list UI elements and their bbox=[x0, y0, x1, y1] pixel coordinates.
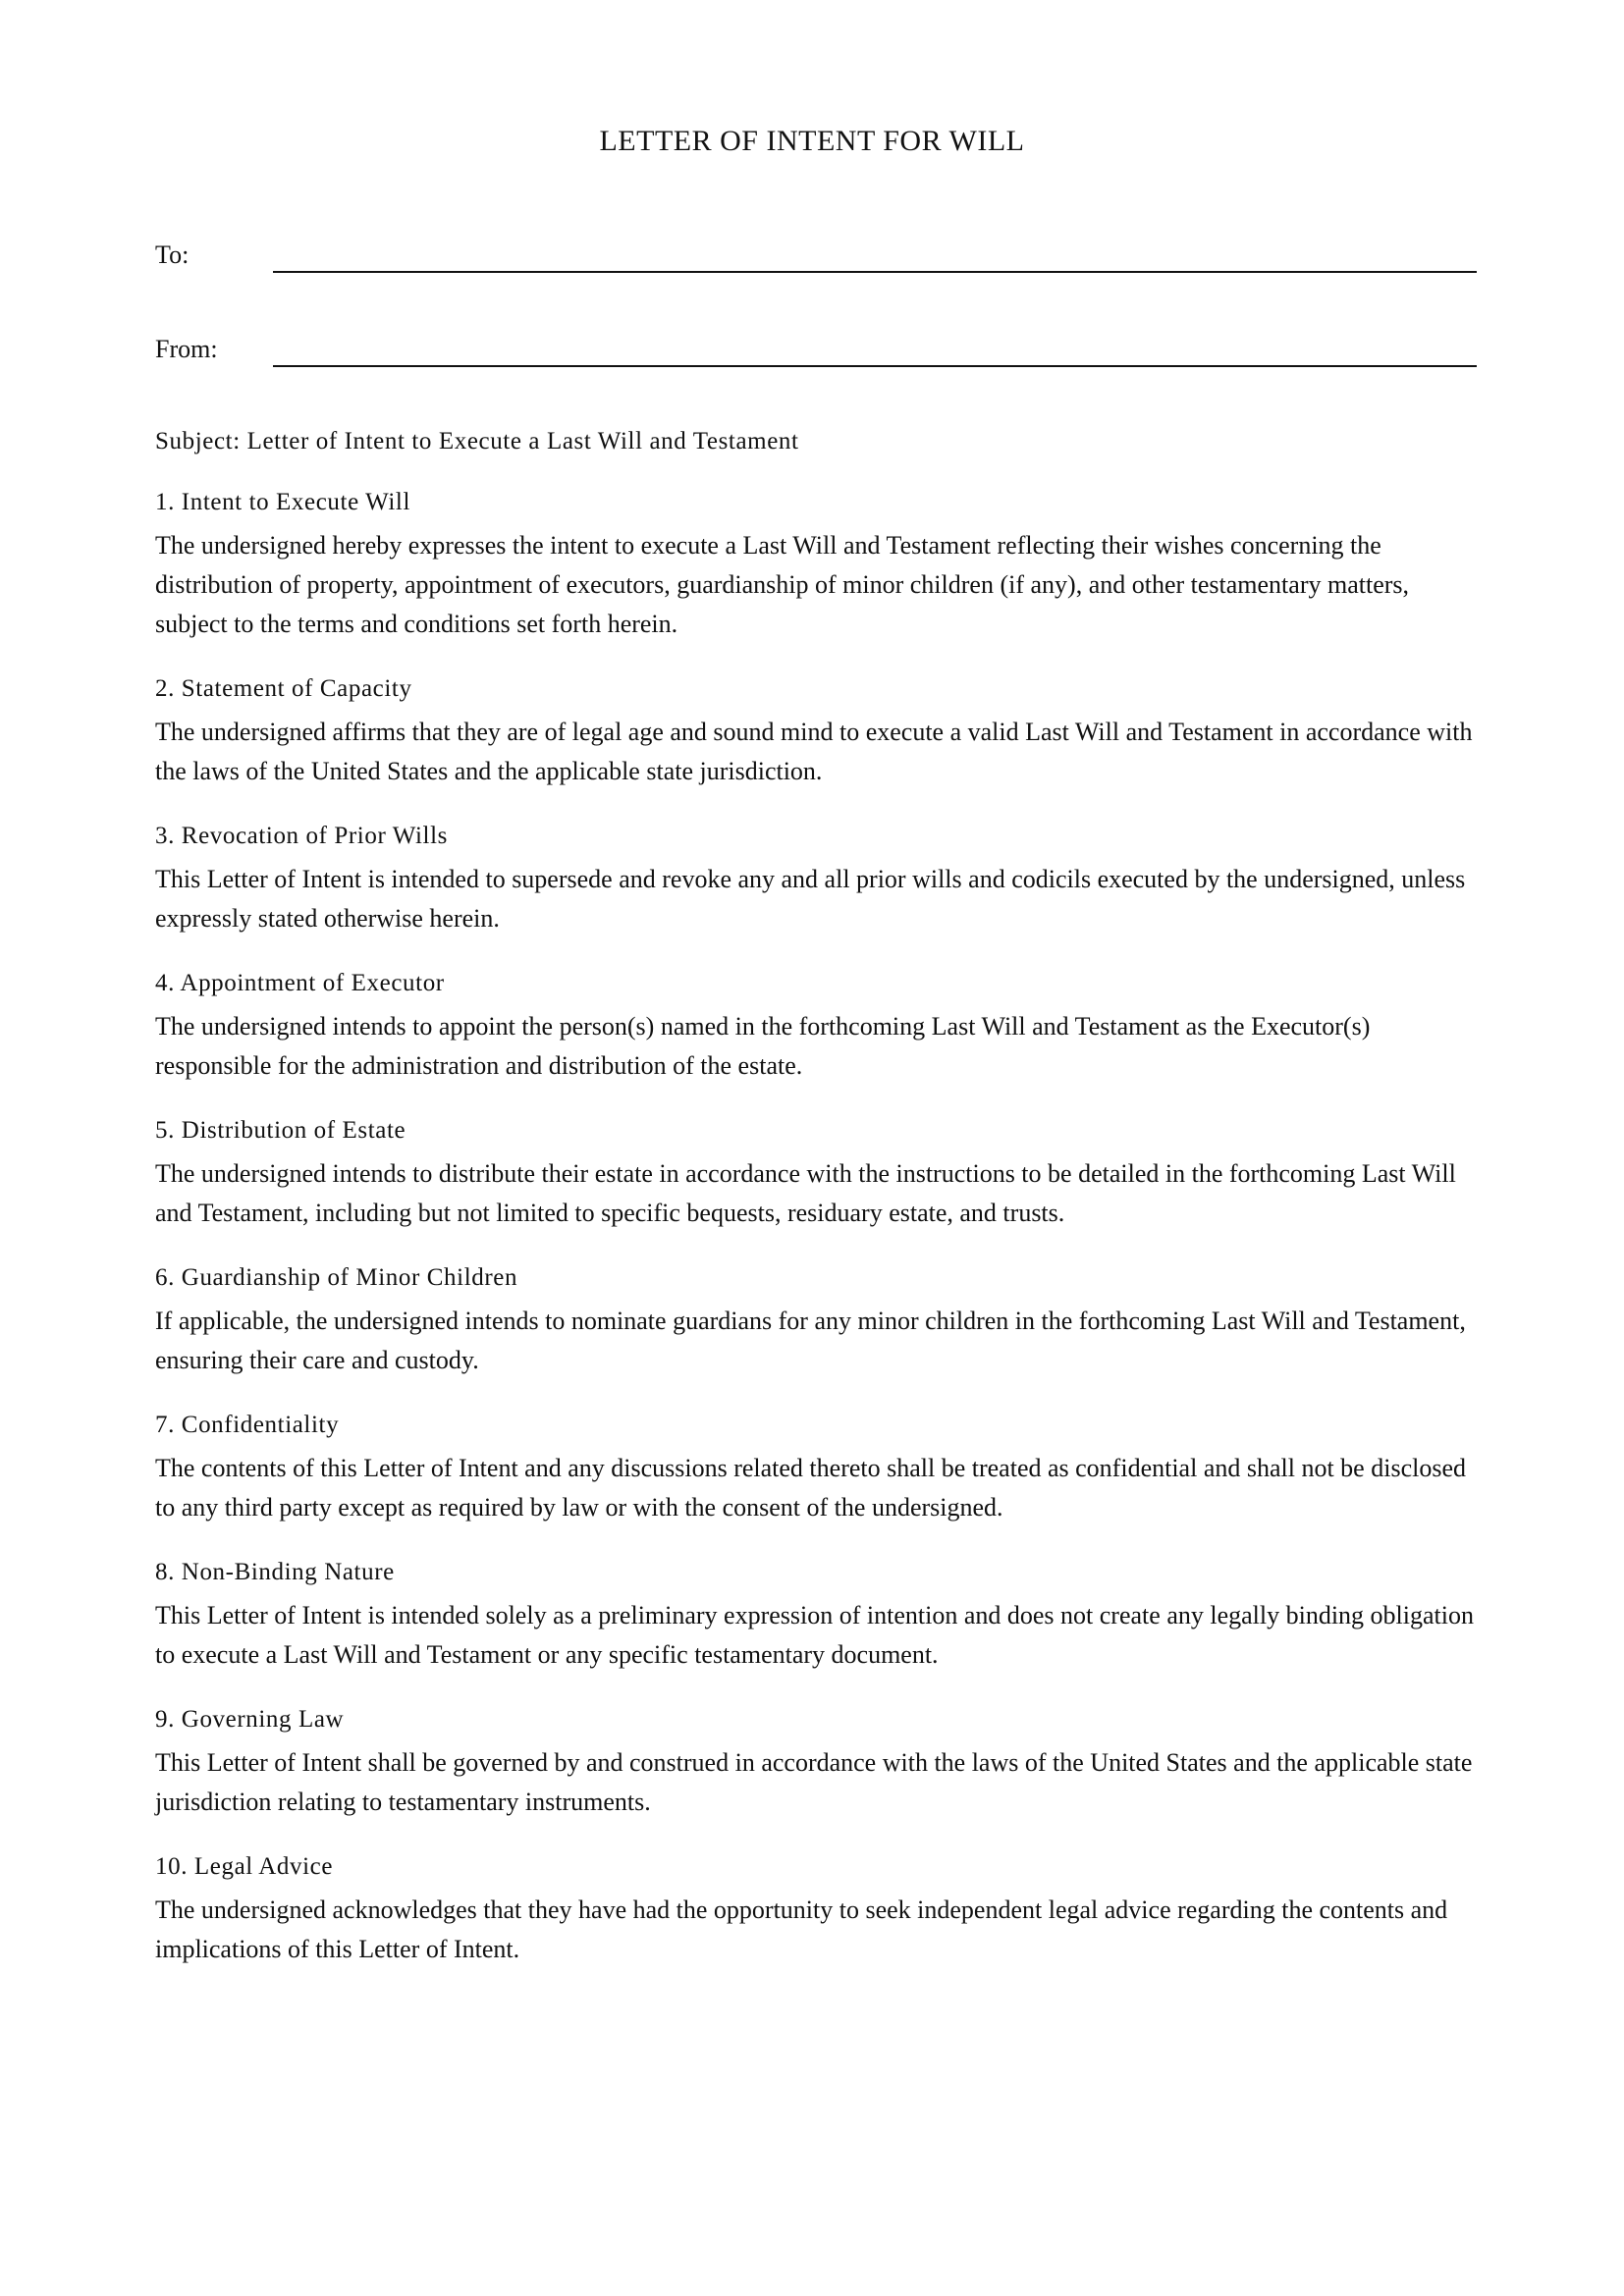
section-body: This Letter of Intent is intended to supersede and revoke any and all prior wills and codicils executed by the undersigned, unless expressly stated otherwise herein. bbox=[155, 865, 1466, 933]
section-body: The undersigned intends to distribute their estate in accordance with the instructions to be detailed in the forthcoming Last Will and Testament, including but not limited to specific bequests, residuary estate, and trusts. bbox=[155, 1159, 1456, 1227]
section-heading: 7. Confidentiality bbox=[155, 1412, 340, 1438]
section-capacity bbox=[155, 669, 1481, 791]
section-heading: 4. Appointment of Executor bbox=[155, 970, 445, 996]
section-heading: 1. Intent to Execute Will bbox=[155, 489, 410, 515]
section-heading: 8. Non-Binding Nature bbox=[155, 1559, 395, 1585]
document-body bbox=[155, 422, 1481, 1995]
section-heading: 9. Governing Law bbox=[155, 1706, 345, 1733]
section-heading: 3. Revocation of Prior Wills bbox=[155, 823, 448, 849]
section-heading: 10. Legal Advice bbox=[155, 1853, 334, 1880]
section-heading: 2. Statement of Capacity bbox=[155, 675, 412, 702]
from-blank-line bbox=[273, 365, 1477, 367]
section-body: The undersigned affirms that they are of legal age and sound mind to execute a valid Last Will and Testament in accordance with the laws of the United States and the applicable state jurisdiction. bbox=[155, 718, 1473, 785]
section-heading: 5. Distribution of Estate bbox=[155, 1117, 406, 1144]
from-label: From: bbox=[155, 335, 218, 363]
section-confidentiality bbox=[155, 1406, 1481, 1527]
section-intent bbox=[155, 483, 1481, 644]
section-revocation bbox=[155, 817, 1481, 938]
section-body: The contents of this Letter of Intent and any discussions related thereto shall be treated as confidential and shall not be disclosed to any third party except as required by law or with the consent of the undersigned. bbox=[155, 1454, 1466, 1522]
section-body: The undersigned intends to appoint the person(s) named in the forthcoming Last Will and Testament as the Executor(s) responsible for the administration and distribution of the estate. bbox=[155, 1012, 1371, 1080]
subject-line: Subject: Letter of Intent to Execute a Last Will and Testament bbox=[155, 428, 799, 454]
section-distribution bbox=[155, 1111, 1481, 1233]
from-field bbox=[155, 330, 1477, 369]
section-body: If applicable, the undersigned intends to nominate guardians for any minor children in the forthcoming Last Will and Testament, ensuring their care and custody. bbox=[155, 1307, 1466, 1374]
to-label: To: bbox=[155, 240, 189, 269]
to-field bbox=[155, 236, 1477, 275]
section-guardianship bbox=[155, 1258, 1481, 1380]
section-body: This Letter of Intent shall be governed by and construed in accordance with the laws of the United States and the applicable state jurisdiction relating to testamentary instruments. bbox=[155, 1748, 1473, 1816]
document-title: LETTER OF INTENT FOR WILL bbox=[599, 125, 1025, 157]
section-body: The undersigned acknowledges that they have had the opportunity to seek independent legal advice regarding the contents and implications of this Letter of Intent. bbox=[155, 1896, 1448, 1963]
section-non-binding bbox=[155, 1553, 1481, 1675]
section-legal-advice bbox=[155, 1847, 1481, 1969]
section-body: This Letter of Intent is intended solely as a preliminary expression of intention and does not create any legally binding obligation to execute a Last Will and Testament or any specific testamentary document. bbox=[155, 1601, 1474, 1669]
to-blank-line bbox=[273, 271, 1477, 273]
section-executor bbox=[155, 964, 1481, 1086]
section-heading: 6. Guardianship of Minor Children bbox=[155, 1264, 518, 1291]
section-body: The undersigned hereby expresses the intent to execute a Last Will and Testament reflecting their wishes concerning the distribution of property, appointment of executors, guardianship of minor children (if any), and other testamentary matters, subject to the terms and conditions set forth herein. bbox=[155, 531, 1410, 638]
section-governing-law bbox=[155, 1700, 1481, 1822]
